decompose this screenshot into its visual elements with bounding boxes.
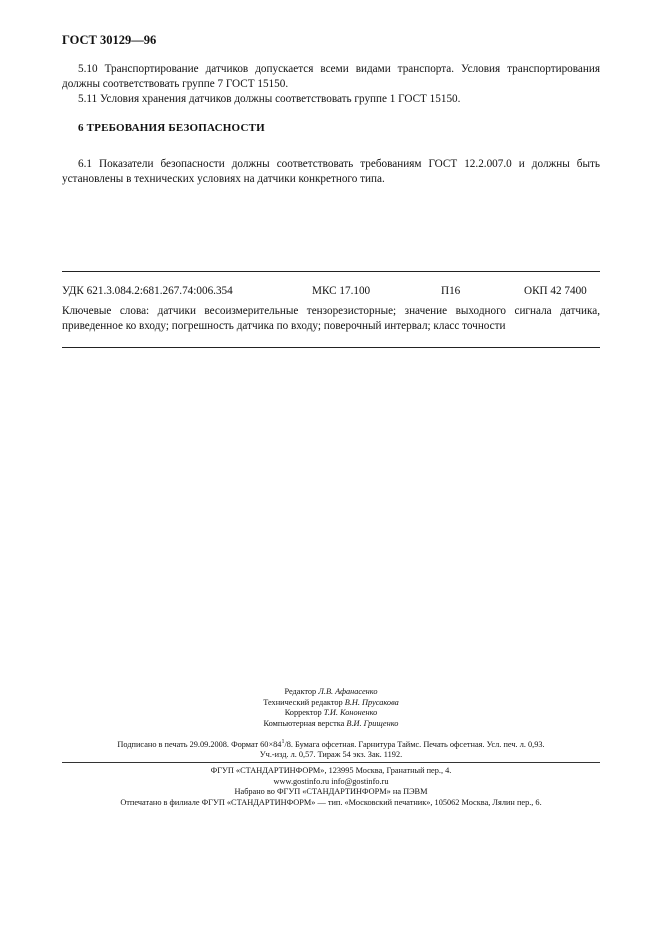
- publisher-web: www.gostinfo.ru info@gostinfo.ru: [273, 776, 389, 786]
- corrector-line: Корректор Т.И. Кононенко: [284, 708, 378, 718]
- paragraph-5-10: 5.10 Транспортирование датчиков допускается всеми видами транспорта. Условия транспортирования должны соответствовать группе 7 ГОСТ 15150.: [62, 63, 600, 90]
- tech-editor-line: Технический редактор В.Н. Прусакова: [263, 697, 399, 707]
- imprint-print-info: [62, 737, 600, 761]
- document-header: ГОСТ 30129—96: [62, 33, 157, 47]
- publisher-address: ФГУП «СТАНДАРТИНФОРМ», 123995 Москва, Гранатный пер., 4.: [210, 766, 452, 775]
- publisher-typeset: Набрано во ФГУП «СТАНДАРТИНФОРМ» на ПЭВМ: [234, 787, 428, 797]
- signed-line: Подписано в печать 29.09.2008. Формат $60\times 84^1/8$. Бумага офсетная. Гарнитура Таймс. Печать офсетная. Усл. печ. л. 0,93.: [117, 739, 545, 749]
- top-rule: [62, 271, 600, 272]
- imprint-rule: [62, 762, 600, 763]
- editor-line: Редактор Л.В. Афанасенко: [284, 687, 378, 696]
- mks-code: МКС 17.100: [312, 285, 371, 297]
- imprint-editors: [62, 687, 600, 729]
- section-6-title: 6 ТРЕБОВАНИЯ БЕЗОПАСНОСТИ: [78, 122, 265, 134]
- udk-code: УДК 621.3.084.2:681.267.74:006.354: [62, 285, 233, 297]
- keywords: Ключевые слова: датчики весоизмерительные тензорезисторные; значение выходного сигнала датчика, приведенное ко входу; погрешность датчика по входу; поверочный интервал; класс точности: [62, 305, 600, 332]
- group-code: П16: [441, 285, 461, 297]
- paragraph-6-1: 6.1 Показатели безопасности должны соответствовать требованиям ГОСТ 12.2.007.0 и должны быть установлены в технических условиях на датчики конкретного типа.: [62, 158, 600, 185]
- paragraph-5-11: 5.11 Условия хранения датчиков должны соответствовать группе 1 ГОСТ 15150.: [78, 92, 461, 105]
- okp-code: ОКП 42 7400: [524, 285, 587, 297]
- bottom-rule: [62, 347, 600, 348]
- layout-line: Компьютерная верстка В.И. Грищенко: [263, 718, 399, 728]
- imprint-publisher: [62, 766, 600, 808]
- publisher-printed: Отпечатано в филиале ФГУП «СТАНДАРТИНФОРМ» — тип. «Московский печатник», 105062 Москва, Лялин пер., 6.: [120, 797, 542, 807]
- print-run-line: Уч.-изд. л. 0,57. Тираж 54 экз. Зак. 1192.: [259, 750, 403, 760]
